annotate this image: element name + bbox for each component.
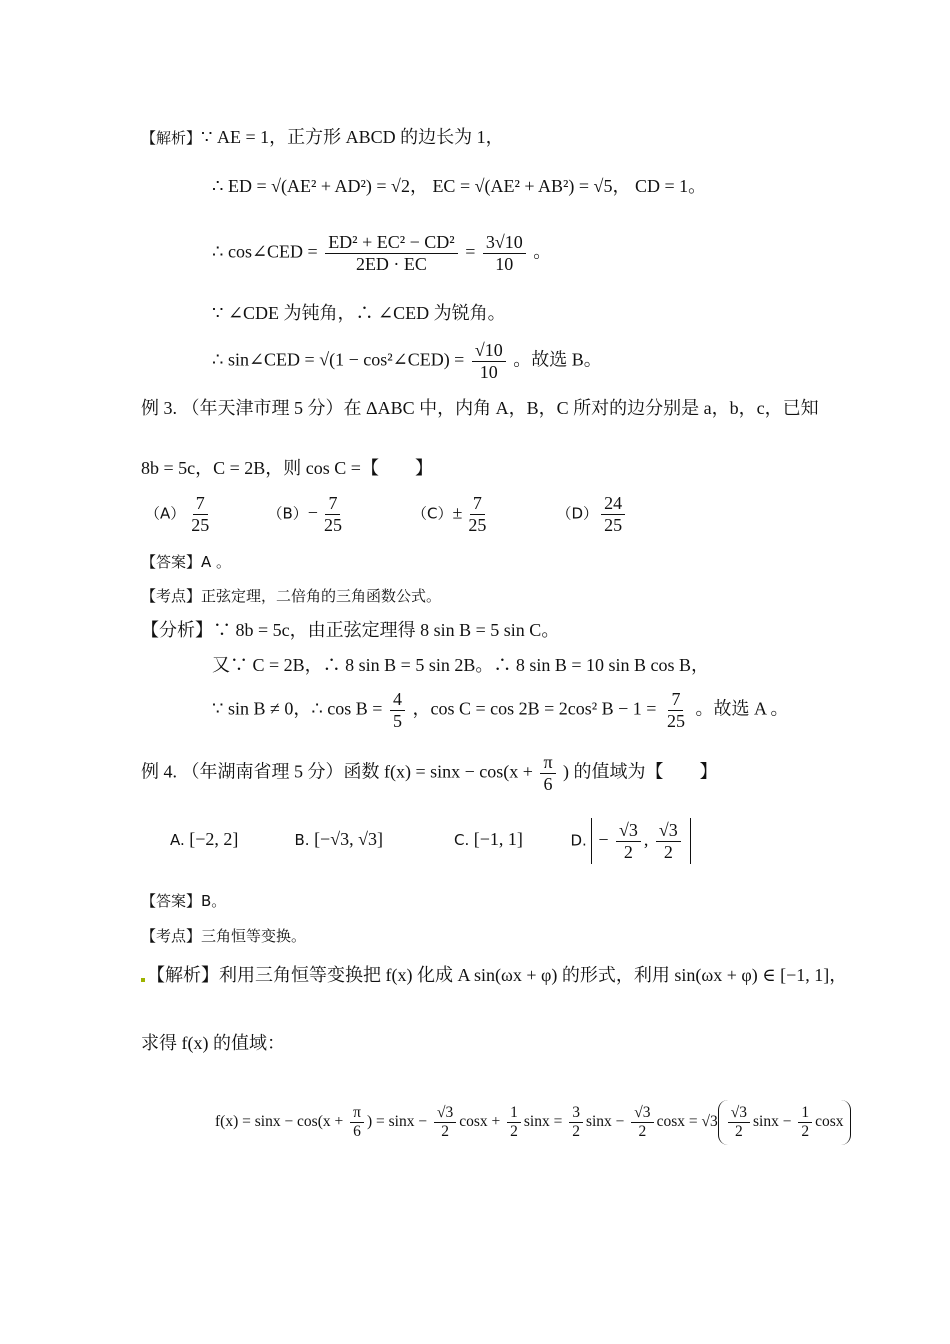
- final-derivation: f(x) = sinx − cos(x + $\frac{\pi}{6}$ ) = sinx − $\frac{√3}{2}$ cosx + $\frac{1}{2}$ sinx = $\frac{3}{2}$ sinx − $\frac{√3}{2}$ cosx = √3 $\frac{√3}{2}$ sinx − $\frac{1}{2}$ cosx: [215, 1100, 851, 1145]
- knowledge-point-3: 【考点】正弦定理，二倍角的三角函数公式。: [141, 587, 442, 605]
- solution-label: 【解析】: [141, 129, 202, 147]
- answer-4: 【答案】B。: [141, 892, 227, 910]
- solution-4-line-2: 求得 f(x) 的值域：: [141, 1033, 285, 1053]
- fraction: $\frac{\text{ED² + EC² − CD²}}{2ED \cdot EC}$: [325, 232, 458, 274]
- option-d: （D） $\frac{24}{25}$: [557, 493, 677, 535]
- option-b: （B）− $\frac{7}{25}$: [267, 493, 342, 535]
- solution-line-5: ∴ sin∠CED = √(1 − cos²∠CED) = $\frac{√10}{10}$ 。故选 B。: [212, 340, 602, 382]
- fraction: $\frac{3√10}{10}$: [483, 232, 526, 274]
- option-c: （C）± $\frac{7}{25}$: [412, 493, 487, 535]
- example-3-options: [145, 493, 677, 535]
- example-3-condition: 8b = 5c，C = 2B，则 cos C =【 】: [141, 458, 433, 478]
- solution-4-line-1: 【解析】利用三角恒等变换把 f(x) 化成 A sin(ωx + φ) 的形式，利用 sin(ωx + φ) ∈ [−1, 1]，: [147, 965, 848, 985]
- solution-text: ∴ ED = √(AE² + AD²) = √2， EC = √(AE² + AB²) = √5， CD = 1。: [212, 176, 707, 196]
- analysis-3-line-3: ∵ sin B ≠ 0，∴ cos B = $\frac{4}{5}$ ，cos C = cos 2B = 2cos² B − 1 = $\frac{7}{25}$ 。故选 A 。: [212, 689, 789, 731]
- example-4-options: [170, 818, 691, 864]
- option-a: A. [−2, 2]: [170, 829, 239, 850]
- knowledge-point-4: 【考点】三角恒等变换。: [141, 927, 307, 945]
- solution-line-3: ∴ cos∠CED = $\frac{\text{ED² + EC² − CD²}}{2ED \cdot EC}$ = $\frac{3√10}{10}$ 。: [212, 232, 552, 274]
- example-4-title: 例 4. （年湖南省理 5 分）函数 f(x) = sinx − cos(x + $\frac{\pi}{6}$ ) 的值域为【 】: [141, 752, 718, 794]
- option-b: B. [−√3, √3]: [294, 829, 383, 850]
- solution-text: ∵ AE = 1，正方形 ABCD 的边长为 1，: [201, 127, 504, 147]
- analysis-3-line-2: 又∵ C = 2B，∴ 8 sin B = 5 sin 2B。∴ 8 sin B = 10 sin B cos B，: [212, 655, 710, 675]
- solution-line-4: ∵ ∠CDE 为钝角，∴ ∠CED 为锐角。: [212, 303, 506, 323]
- solution-line-2: [212, 176, 706, 198]
- solution-line-1: [141, 127, 504, 149]
- option-a: （A） $\frac{7}{25}$: [145, 493, 210, 535]
- answer-3: 【答案】A 。: [141, 553, 232, 571]
- example-3-title: 例 3. （年天津市理 5 分）在 ΔABC 中，内角 A，B，C 所对的边分别是 a，b，c，已知: [141, 398, 819, 418]
- option-d: D. − $\frac{√3}{2}$ , $\frac{√3}{2}$: [571, 818, 691, 864]
- highlight-dot: [141, 978, 145, 982]
- analysis-3-line-1: 【分析】∵ 8b = 5c，由正弦定理得 8 sin B = 5 sin C。: [141, 620, 560, 640]
- fraction: $\frac{√10}{10}$: [472, 340, 506, 382]
- option-c: C. [−1, 1]: [454, 829, 523, 850]
